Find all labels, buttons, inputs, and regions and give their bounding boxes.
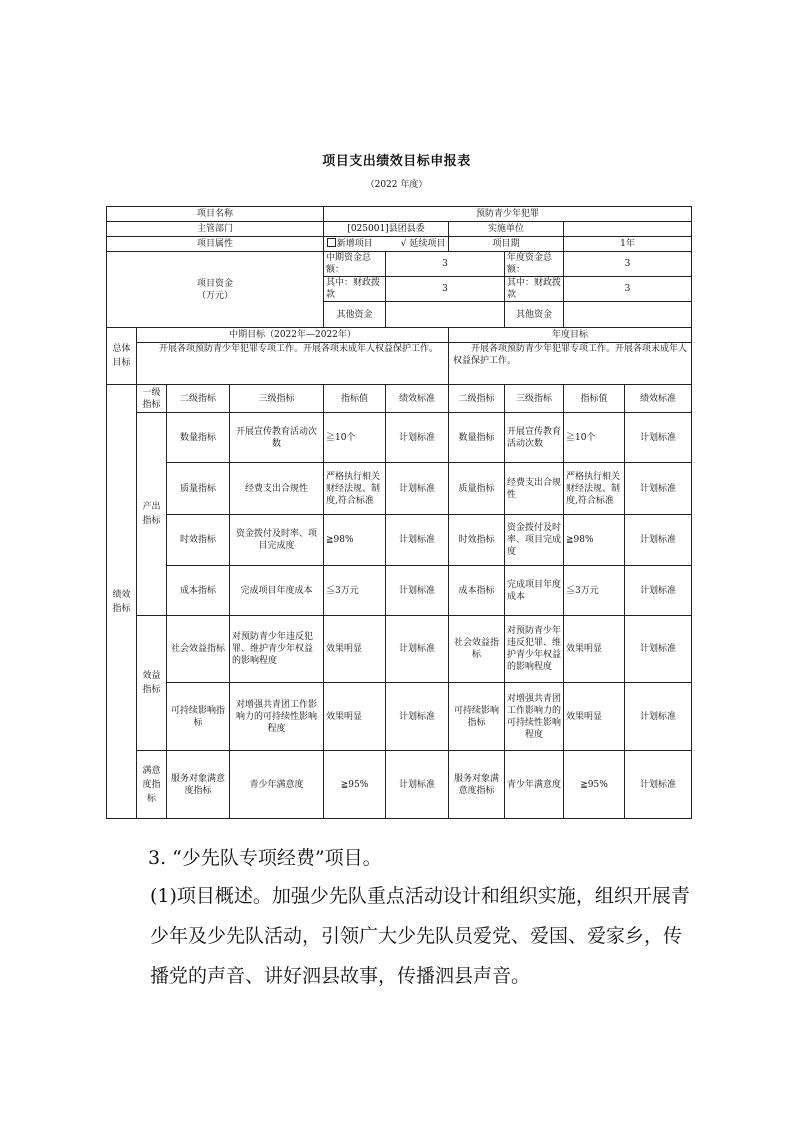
header-level1: 一级指标 (137, 385, 167, 413)
attribute-continued-label: 延续项目 (409, 239, 446, 249)
table-row (107, 515, 692, 566)
mid-total-label: 中期资金总额： (324, 252, 386, 277)
cell-level3: 对预防青少年违反犯罪、维护青少年权益的影响程度 (230, 616, 324, 683)
cell-level2: 可持续影响指标 (167, 683, 230, 751)
body-paragraph (112, 876, 692, 996)
row-funds-total (107, 252, 692, 277)
year-fiscal-label: 其中：财政拨款 (505, 277, 564, 302)
department-value: [025001]县团县委 (324, 222, 449, 237)
cell-value: 效果明显 (324, 683, 386, 751)
project-name-label: 项目名称 (107, 207, 324, 222)
mid-fiscal-value: 3 (386, 277, 505, 302)
perf-indicator-label: 绩效指标 (107, 385, 137, 819)
year-other-label: 其他资金 (505, 302, 564, 328)
cell-level3-year: 经费支出合规性 (505, 463, 564, 515)
cell-level3: 完成项目年度成本 (230, 566, 324, 616)
cell-level2-year: 可持续影响指标 (449, 683, 505, 751)
year-goal-header: 年度目标 (449, 328, 692, 343)
cell-level3: 资金拨付及时率、项目完成度 (230, 515, 324, 566)
cell-level2: 数量指标 (167, 413, 230, 463)
row-department (107, 222, 692, 237)
funds-label-line1: 项目资金 (197, 278, 234, 289)
attribute-options (324, 237, 449, 252)
mid-total-value: 3 (386, 252, 505, 277)
cell-value-year: ≧98% (564, 515, 625, 566)
cell-value: ≦3万元 (324, 566, 386, 616)
row-goals-header (107, 328, 692, 343)
attribute-label: 项目属性 (107, 237, 324, 252)
table-row (107, 751, 692, 819)
cell-level3: 经费支出合规性 (230, 463, 324, 515)
cell-value: ≧10个 (324, 413, 386, 463)
cell-standard-year: 计划标准 (625, 566, 692, 616)
cell-value: ≧98% (324, 515, 386, 566)
cell-level3-year: 青少年满意度 (505, 751, 564, 819)
cell-level3-year: 对增强共青团工作影响力的可持续性影响程度 (505, 683, 564, 751)
group-output-label: 产出指标 (137, 413, 167, 616)
year-other-value (564, 302, 692, 328)
cell-standard: 计划标准 (386, 515, 449, 566)
cell-standard-year: 计划标准 (625, 413, 692, 463)
cell-value-year: 效果明显 (564, 683, 625, 751)
checkbox-new-icon (327, 238, 336, 247)
cell-level2-year: 数量指标 (449, 413, 505, 463)
mid-goal-text: 开展各项预防青少年犯罪专项工作。开展各项未成年人权益保护工作。 (137, 343, 449, 385)
table-row (107, 683, 692, 751)
header-level2-year: 二级指标 (449, 385, 505, 413)
header-value-year: 指标值 (564, 385, 625, 413)
cell-level3-year: 完成项目年度成本 (505, 566, 564, 616)
year-goal-text: 开展各项预防青少年犯罪专项工作。开展各项未成年人权益保护工作。 (449, 343, 692, 385)
header-standard: 绩效标准 (386, 385, 449, 413)
attribute-new-label: 新增项目 (336, 239, 373, 249)
mid-other-label: 其他资金 (324, 302, 386, 328)
table-row (107, 463, 692, 515)
cell-value: 效果明显 (324, 616, 386, 683)
funds-label-line2: （万元） (197, 290, 234, 301)
cell-value-year: 效果明显 (564, 616, 625, 683)
cell-standard-year: 计划标准 (625, 683, 692, 751)
cell-standard: 计划标准 (386, 751, 449, 819)
cell-standard-year: 计划标准 (625, 515, 692, 566)
cell-standard: 计划标准 (386, 566, 449, 616)
cell-value-year: ≦3万元 (564, 566, 625, 616)
cell-standard: 计划标准 (386, 616, 449, 683)
year-total-value: 3 (564, 252, 692, 277)
table-row (107, 413, 692, 463)
header-value: 指标值 (324, 385, 386, 413)
overall-goal-label: 总体目标 (107, 328, 137, 385)
cell-level3-year: 对预防青少年违反犯罪、维护青少年权益的影响程度 (505, 616, 564, 683)
mid-fiscal-label: 其中：财政拨款 (324, 277, 386, 302)
implementing-unit-value (564, 222, 692, 237)
cell-level2: 服务对象满意度指标 (167, 751, 230, 819)
year-total-label: 年度资金总额： (505, 252, 564, 277)
cell-standard-year: 计划标准 (625, 751, 692, 819)
period-value: 1年 (564, 237, 692, 252)
cell-level3-year: 资金拨付及时率、项目完成度 (505, 515, 564, 566)
funds-label (107, 252, 324, 328)
cell-level2: 时效指标 (167, 515, 230, 566)
form-year: （2022 年度） (365, 180, 428, 190)
project-name-value: 预防青少年犯罪 (324, 207, 692, 222)
cell-value: ≧95% (324, 751, 386, 819)
header-standard-year: 绩效标准 (625, 385, 692, 413)
table-row (107, 616, 692, 683)
cell-level2-year: 社会效益指标 (449, 616, 505, 683)
cell-value-year: 严格执行相关财经法规、制度,符合标准 (564, 463, 625, 515)
cell-value-year: ≧95% (564, 751, 625, 819)
cell-standard: 计划标准 (386, 683, 449, 751)
cell-level3: 开展宣传教育活动次数 (230, 413, 324, 463)
header-level2: 二级指标 (167, 385, 230, 413)
table-row (107, 566, 692, 616)
section-heading: 3. “少先队专项经费”项目。 (148, 847, 382, 869)
cell-level2-year: 时效指标 (449, 515, 505, 566)
row-goals-text (107, 343, 692, 385)
cell-standard: 计划标准 (386, 463, 449, 515)
check-mark-icon: √ (400, 239, 407, 249)
paragraph-text: (1)项目概述。加强少先队重点活动设计和组织实施，组织开展青少年及少先队活动，引领广大少先队员爱党、爱国、爱家乡，传播党的声音、讲好泗县故事，传播泗县声音。 (150, 885, 690, 987)
cell-level3: 青少年满意度 (230, 751, 324, 819)
row-perf-header (107, 385, 692, 413)
cell-level2-year: 服务对象满意度指标 (449, 751, 505, 819)
group-benefit-label: 效益指标 (137, 616, 167, 751)
cell-standard-year: 计划标准 (625, 616, 692, 683)
cell-value-year: ≧10个 (564, 413, 625, 463)
department-label: 主管部门 (107, 222, 324, 237)
cell-standard-year: 计划标准 (625, 463, 692, 515)
cell-standard: 计划标准 (386, 413, 449, 463)
year-fiscal-value: 3 (564, 277, 692, 302)
implementing-unit-label: 实施单位 (449, 222, 564, 237)
form-title: 项目支出绩效目标申报表 (322, 154, 471, 169)
cell-level2: 成本指标 (167, 566, 230, 616)
row-attribute (107, 237, 692, 252)
row-project-name (107, 207, 692, 222)
mid-goal-header: 中期目标（2022年—2022年） (137, 328, 449, 343)
period-label: 项目期 (449, 237, 564, 252)
group-satisfaction-label: 满意度指标 (137, 751, 167, 819)
cell-value: 严格执行相关财经法规、制度,符合标准 (324, 463, 386, 515)
cell-level2: 社会效益指标 (167, 616, 230, 683)
header-level3: 三级指标 (230, 385, 324, 413)
cell-level3: 对增强共青团工作影响力的可持续性影响程度 (230, 683, 324, 751)
cell-level3-year: 开展宣传教育活动次数 (505, 413, 564, 463)
cell-level2: 质量指标 (167, 463, 230, 515)
performance-target-table (106, 206, 692, 819)
cell-level2-year: 质量指标 (449, 463, 505, 515)
cell-level2-year: 成本指标 (449, 566, 505, 616)
header-level3-year: 三级指标 (505, 385, 564, 413)
mid-other-value (386, 302, 505, 328)
